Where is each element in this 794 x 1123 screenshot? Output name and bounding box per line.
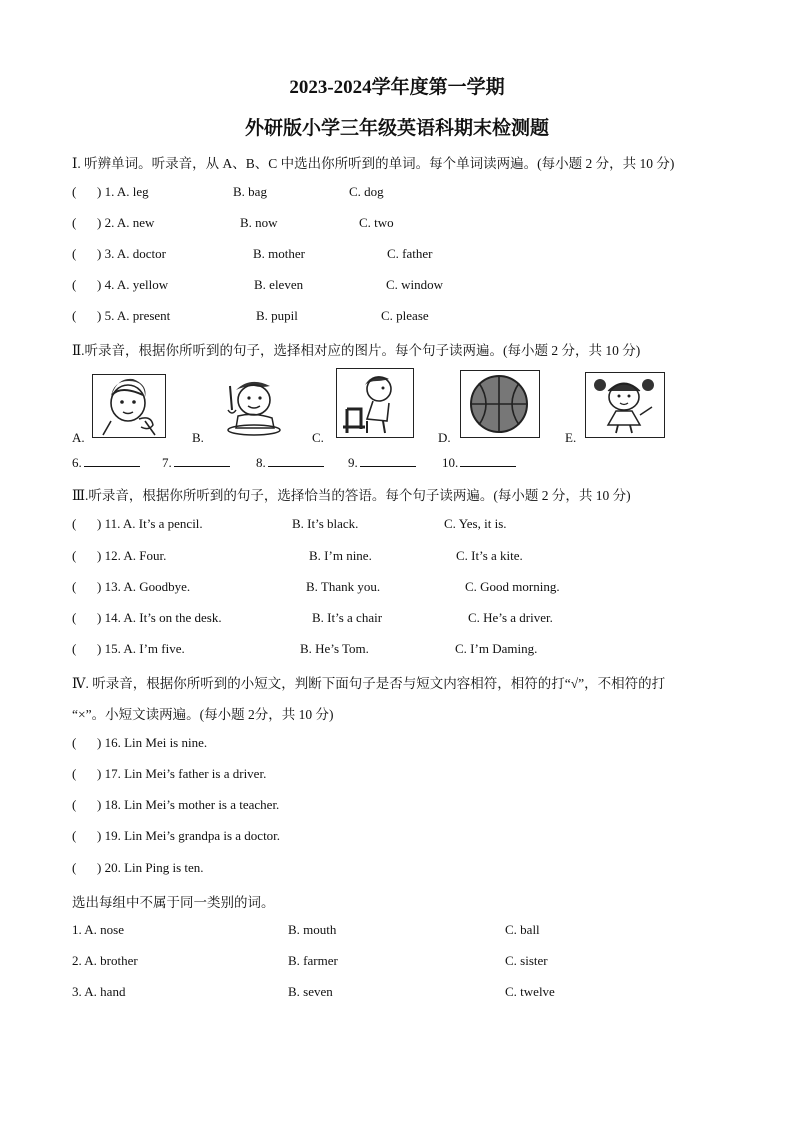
statement-text: ) 16. Lin Mei is nine. — [97, 735, 208, 750]
answer-paren[interactable]: ( — [72, 215, 77, 230]
answer-blank[interactable] — [348, 454, 416, 471]
question-option-b: B. I’m nine. — [309, 548, 372, 563]
question-option-c: C. please — [381, 308, 429, 323]
question-option-a: ) 5. A. present — [97, 308, 171, 323]
question-option-c: C. dog — [349, 184, 384, 199]
question-option-c: C. window — [386, 277, 444, 292]
section4-instruction: Ⅳ. 听录音，根据你所听到的小短文，判断下面句子是否与短文内容相符，相符的打“√”，不相符的打 — [72, 676, 666, 691]
picture-label-c: C. — [312, 430, 324, 445]
question-option-a: ) 12. A. Four. — [97, 548, 167, 563]
answer-paren[interactable]: ( — [72, 610, 77, 625]
question-option-a: ) 11. A. It’s a pencil. — [97, 516, 203, 531]
question-option-c: C. twelve — [505, 984, 555, 999]
picture-label-a: A. — [72, 430, 85, 445]
answer-paren[interactable]: ( — [72, 308, 77, 323]
question-option-b: B. Thank you. — [306, 579, 381, 594]
section5-instruction: 选出每组中不属于同一类别的词。 — [72, 895, 275, 910]
statement-text: ) 18. Lin Mei’s mother is a teacher. — [97, 797, 280, 812]
answer-blank[interactable] — [442, 454, 516, 471]
answer-paren[interactable]: ( — [72, 277, 77, 292]
question-option-a: ) 3. A. doctor — [97, 246, 166, 261]
exam-title-year: 2023-2024学年度第一学期 — [289, 77, 505, 98]
question-option-b: B. It’s black. — [292, 516, 359, 531]
answer-paren[interactable]: ( — [72, 516, 77, 531]
question-option-a: 2. A. brother — [72, 953, 138, 968]
exam-title-subject: 外研版小学三年级英语科期末检测题 — [244, 118, 549, 139]
answer-paren[interactable]: ( — [72, 766, 77, 781]
question-option-b: B. mother — [253, 246, 305, 261]
question-option-b: B. farmer — [288, 953, 338, 968]
question-option-b: B. He’s Tom. — [300, 641, 369, 656]
answer-paren[interactable]: ( — [72, 548, 77, 563]
girl-icon — [585, 372, 665, 438]
answer-blank[interactable] — [256, 454, 324, 471]
question-option-c: C. Good morning. — [465, 579, 560, 594]
picture-label-e: E. — [565, 430, 577, 445]
boy-eating-icon — [214, 372, 290, 438]
blank-number: 7. — [162, 455, 172, 470]
question-option-a: 3. A. hand — [72, 984, 126, 999]
blank-number: 8. — [256, 455, 266, 470]
section2-instruction: Ⅱ.听录音，根据你所听到的句子，选择相对应的图片。每个句子读两遍。(每小题 2 分，共 10 分) — [72, 343, 641, 358]
question-option-a: ) 4. A. yellow — [97, 277, 169, 292]
section1-instruction: Ⅰ. 听辨单词。听录音，从 A、B、C 中选出你所听到的单词。每个单词读两遍。(每小题 2 分，共 10 分) — [72, 156, 675, 171]
answer-paren[interactable]: ( — [72, 641, 77, 656]
question-option-a: ) 2. A. new — [97, 215, 155, 230]
boy-sitting-icon — [336, 368, 414, 438]
statement-text: ) 19. Lin Mei’s grandpa is a doctor. — [97, 828, 281, 843]
answer-paren[interactable]: ( — [72, 860, 77, 875]
picture-label-d: D. — [438, 430, 451, 445]
question-option-c: C. father — [387, 246, 433, 261]
statement-text: ) 17. Lin Mei’s father is a driver. — [97, 766, 267, 781]
statement-text: ) 20. Lin Ping is ten. — [97, 860, 204, 875]
section3-instruction: Ⅲ.听录音，根据你所听到的句子，选择恰当的答语。每个句子读两遍。(每小题 2 分，共 10 分) — [72, 488, 631, 503]
question-option-a: ) 1. A. leg — [97, 184, 149, 199]
question-option-a: ) 13. A. Goodbye. — [97, 579, 191, 594]
question-option-a: ) 14. A. It’s on the desk. — [97, 610, 222, 625]
answer-paren[interactable]: ( — [72, 735, 77, 750]
answer-paren[interactable]: ( — [72, 579, 77, 594]
question-option-c: C. He’s a driver. — [468, 610, 553, 625]
question-option-c: C. two — [359, 215, 394, 230]
question-option-c: C. sister — [505, 953, 548, 968]
blank-number: 10. — [442, 455, 459, 470]
basketball-icon — [460, 370, 540, 438]
answer-paren[interactable]: ( — [72, 246, 77, 261]
blank-number: 6. — [72, 455, 82, 470]
answer-blank[interactable] — [72, 454, 140, 471]
question-option-b: B. pupil — [256, 308, 298, 323]
question-option-c: C. It’s a kite. — [456, 548, 523, 563]
question-option-a: ) 15. A. I’m five. — [97, 641, 185, 656]
boy-thinking-icon — [92, 374, 166, 438]
question-option-c: C. ball — [505, 922, 540, 937]
picture-label-b: B. — [192, 430, 204, 445]
answer-blank[interactable] — [162, 454, 230, 471]
question-option-a: 1. A. nose — [72, 922, 124, 937]
answer-paren[interactable]: ( — [72, 184, 77, 199]
question-option-c: C. I’m Daming. — [455, 641, 538, 656]
blank-number: 9. — [348, 455, 358, 470]
answer-paren[interactable]: ( — [72, 828, 77, 843]
question-option-b: B. It’s a chair — [312, 610, 383, 625]
question-option-c: C. Yes, it is. — [444, 516, 507, 531]
section4-instruction-cont: “×”。小短文读两遍。(每小题 2分，共 10 分) — [72, 707, 334, 722]
question-option-b: B. eleven — [254, 277, 304, 292]
question-option-b: B. bag — [233, 184, 267, 199]
answer-paren[interactable]: ( — [72, 797, 77, 812]
question-option-b: B. mouth — [288, 922, 337, 937]
question-option-b: B. now — [240, 215, 278, 230]
question-option-b: B. seven — [288, 984, 333, 999]
